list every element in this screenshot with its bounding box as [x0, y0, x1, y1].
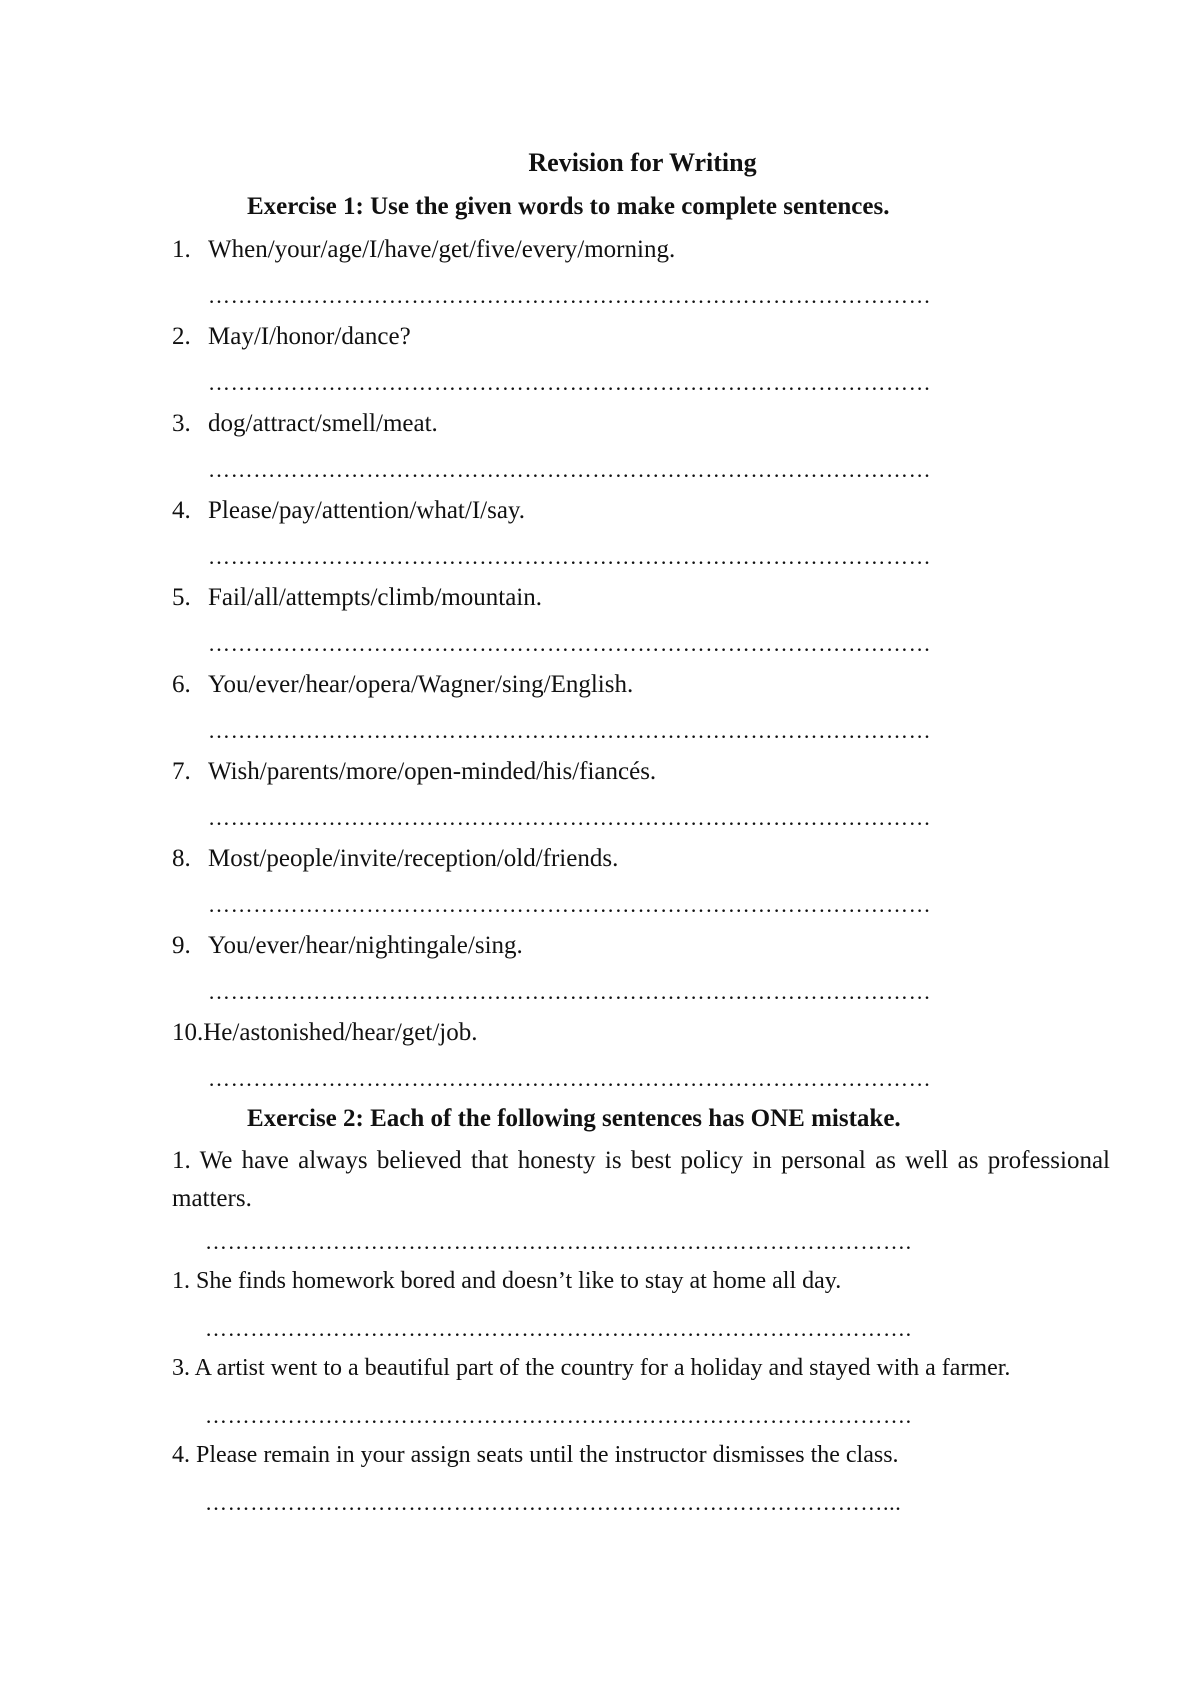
- exercise-1-item: [172, 323, 411, 351]
- item-number: 2.: [172, 323, 191, 350]
- item-text: When/your/age/I/have/get/five/every/morning.: [208, 236, 676, 263]
- item-text: May/I/honor/dance?: [208, 323, 411, 350]
- answer-line: ………………………………………………………………………………….: [205, 1403, 912, 1428]
- exercise-2-item: 3. A artist went to a beautiful part of the country for a holiday and stayed with a farmer.: [172, 1355, 1011, 1381]
- answer-line: ……………………………………………………………………………………: [208, 718, 932, 743]
- item-number: 7.: [172, 758, 191, 785]
- answer-line: ……………………………………………………………………………………: [208, 805, 932, 830]
- item-number: 8.: [172, 845, 191, 872]
- exercise-1-item: [172, 1019, 477, 1047]
- item-text: Please/pay/attention/what/I/say.: [208, 497, 526, 524]
- exercise-1-item: [172, 932, 523, 960]
- item-text: Most/people/invite/reception/old/friends.: [208, 845, 619, 872]
- item-text: You/ever/hear/nightingale/sing.: [208, 932, 523, 959]
- exercise-1-heading: Exercise 1: Use the given words to make complete sentences.: [247, 193, 890, 220]
- exercise-1-item: [172, 410, 438, 438]
- item-number: 5.: [172, 584, 191, 611]
- answer-line: ……………………………………………………………………………………: [208, 370, 932, 395]
- exercise-1-item: [172, 758, 656, 786]
- answer-line: ……………………………………………………………………………………: [208, 544, 932, 569]
- exercise-2-item: 1. She finds homework bored and doesn’t like to stay at home all day.: [172, 1268, 842, 1294]
- exercise-2-item: 1. We have always believed that honesty is best policy in personal as well as professional matters.: [172, 1147, 1110, 1212]
- item-number: 9.: [172, 932, 191, 959]
- exercise-2-item: 4. Please remain in your assign seats until the instructor dismisses the class.: [172, 1442, 899, 1468]
- item-number: 10.: [172, 1019, 204, 1046]
- answer-line: ………………………………………………………………………………...: [205, 1490, 902, 1515]
- exercise-1-item: [172, 497, 525, 525]
- answer-line: ……………………………………………………………………………………: [208, 1066, 932, 1091]
- exercise-1-item: [172, 584, 542, 612]
- item-number: 6.: [172, 671, 191, 698]
- answer-line: ……………………………………………………………………………………: [208, 892, 932, 917]
- item-text: dog/attract/smell/meat.: [208, 410, 438, 437]
- item-text: Wish/parents/more/open-minded/his/fiancés.: [208, 758, 657, 785]
- item-text: You/ever/hear/opera/Wagner/sing/English.: [208, 671, 634, 698]
- exercise-2-heading: Exercise 2: Each of the following sentences has ONE mistake.: [247, 1105, 901, 1132]
- answer-line: ………………………………………………………………………………….: [205, 1229, 912, 1254]
- answer-line: ……………………………………………………………………………………: [208, 457, 932, 482]
- answer-line: ……………………………………………………………………………………: [208, 631, 932, 656]
- exercise-1-item: [172, 845, 618, 873]
- item-text: Fail/all/attempts/climb/mountain.: [208, 584, 542, 611]
- item-number: 4.: [172, 497, 191, 524]
- answer-line: ……………………………………………………………………………………: [208, 283, 932, 308]
- answer-line: ……………………………………………………………………………………: [208, 979, 932, 1004]
- exercise-1-item: [172, 236, 675, 264]
- item-text: He/astonished/hear/get/job.: [203, 1019, 478, 1046]
- item-number: 1.: [172, 236, 191, 263]
- item-number: 3.: [172, 410, 191, 437]
- exercise-1-item: [172, 671, 633, 699]
- answer-line: ………………………………………………………………………………….: [205, 1316, 912, 1341]
- page-title: Revision for Writing: [528, 148, 757, 177]
